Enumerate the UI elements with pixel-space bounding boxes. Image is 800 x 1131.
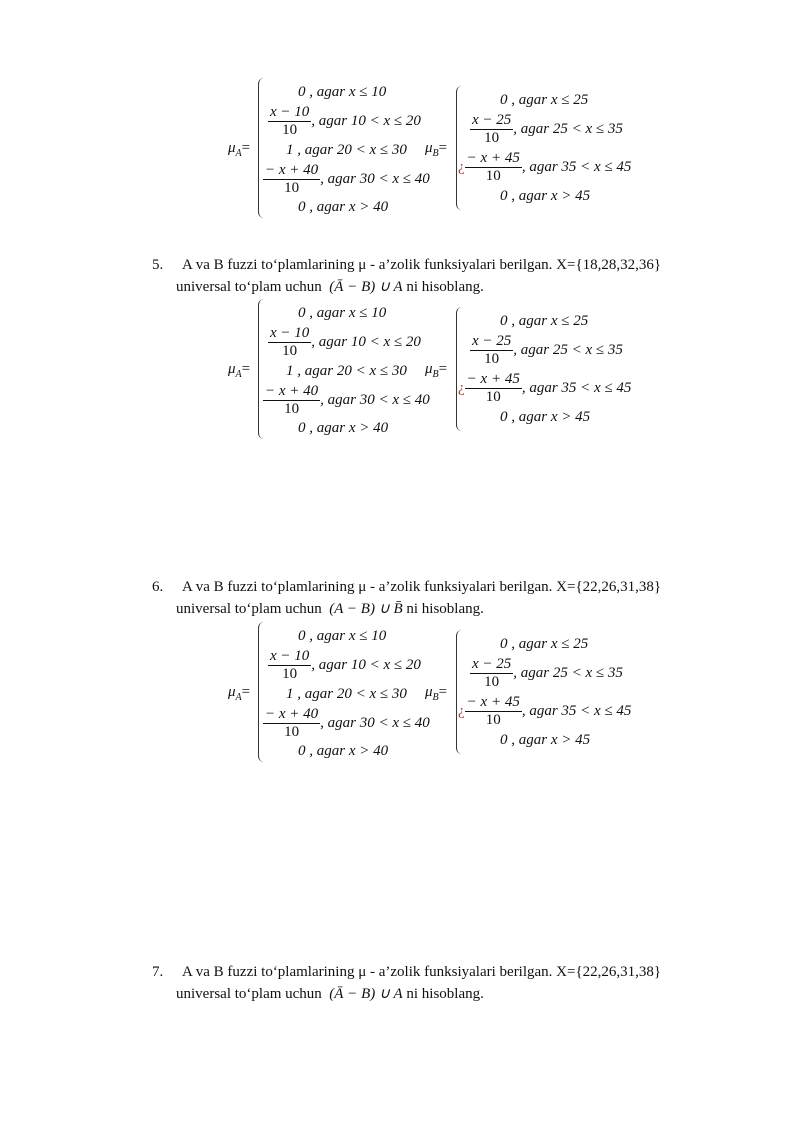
mu-b-brace xyxy=(456,86,463,210)
mu-b-row-1: 0 , agar x ≤ 25 xyxy=(500,636,589,652)
question-6-line-2: universal to‘plam uchun (A − B) ∪ B̄ ni hisoblang. xyxy=(176,601,484,617)
mu-a-row-3: 1 , agar 20 < x ≤ 30 xyxy=(286,686,407,702)
mu-a-row-1: 0 , agar x ≤ 10 xyxy=(298,628,387,644)
question-7-line-2: universal to‘plam uchun (Ā − B) ∪ A ni hisoblang. xyxy=(176,986,484,1002)
mu-a-row-3: 1 , agar 20 < x ≤ 30 xyxy=(286,142,407,158)
mu-b-row-2: $\frac{x - 25}{10}$ , agar 25 < x ≤ 35 xyxy=(472,656,623,690)
mu-a-brace xyxy=(258,78,265,218)
mu-b-row-3: ¿ $\frac{- x + 45}{10}$ , agar 35 < x ≤ 45 xyxy=(458,150,632,184)
mu-b-row-3: ¿ $\frac{- x + 45}{10}$ , agar 35 < x ≤ 45 xyxy=(458,694,632,728)
mu-b-row-4: 0 , agar x > 45 xyxy=(500,732,591,748)
mu-a-brace xyxy=(258,299,265,439)
mu-a-row-4: $\frac{- x + 40}{10}$ , agar 30 < x ≤ 40 xyxy=(265,383,430,417)
formula-block-3 xyxy=(0,616,800,766)
question-5-number: 5. xyxy=(152,257,164,273)
question-6-line-1: A va B fuzzi to‘plamlarining μ - a’zolik funksiyalari berilgan. X={22,26,31,38} xyxy=(182,579,662,595)
formula-block-2 xyxy=(0,293,800,443)
mu-a-row-5: 0 , agar x > 40 xyxy=(298,743,389,759)
question-5-line-1: A va B fuzzi to‘plamlarining μ - a’zolik funksiyalari berilgan. X={18,28,32,36} xyxy=(182,257,662,273)
mu-a-row-1: 0 , agar x ≤ 10 xyxy=(298,305,387,321)
mu-b-row-3: ¿ $\frac{- x + 45}{10}$ , agar 35 < x ≤ 45 xyxy=(458,371,632,405)
mu-b-row-2: $\frac{x - 25}{10}$ , agar 25 < x ≤ 35 xyxy=(472,112,623,146)
mu-a-row-2: $\frac{x - 10}{10}$ , agar 10 < x ≤ 20 xyxy=(270,104,421,138)
question-5-formula: (Ā − B) ∪ A xyxy=(329,279,403,295)
question-5-line-2: universal to‘plam uchun (Ā − B) ∪ A ni hisoblang. xyxy=(176,279,484,295)
question-7-line-1: A va B fuzzi to‘plamlarining μ - a’zolik funksiyalari berilgan. X={22,26,31,38} xyxy=(182,964,662,980)
mu-a-row-3: 1 , agar 20 < x ≤ 30 xyxy=(286,363,407,379)
mu-b-row-2: $\frac{x - 25}{10}$ , agar 25 < x ≤ 35 xyxy=(472,333,623,367)
mu-b-label: $\mu_B=$ xyxy=(425,361,448,380)
question-7-number: 7. xyxy=(152,964,164,980)
mu-b-brace xyxy=(456,630,463,754)
mu-b-brace xyxy=(456,307,463,431)
mu-a-row-2: $\frac{x - 10}{10}$ , agar 10 < x ≤ 20 xyxy=(270,648,421,682)
mu-b-row-1: 0 , agar x ≤ 25 xyxy=(500,92,589,108)
mu-b-row-1: 0 , agar x ≤ 25 xyxy=(500,313,589,329)
mu-b-row-4: 0 , agar x > 45 xyxy=(500,188,591,204)
mu-a-label: $\mu_A=$ xyxy=(228,140,251,159)
mu-b-label: $\mu_B=$ xyxy=(425,684,448,703)
mu-a-brace xyxy=(258,622,265,762)
mu-a-row-5: 0 , agar x > 40 xyxy=(298,199,389,215)
mu-a-row-1: 0 , agar x ≤ 10 xyxy=(298,84,387,100)
mu-a-label: $\mu_A=$ xyxy=(228,684,251,703)
mu-a-label: $\mu_A=$ xyxy=(228,361,251,380)
mu-b-label: $\mu_B=$ xyxy=(425,140,448,159)
mu-a-row-4: $\frac{- x + 40}{10}$ , agar 30 < x ≤ 40 xyxy=(265,706,430,740)
mu-a-row-2: $\frac{x - 10}{10}$ , agar 10 < x ≤ 20 xyxy=(270,325,421,359)
mu-b-row-4: 0 , agar x > 45 xyxy=(500,409,591,425)
question-6-number: 6. xyxy=(152,579,164,595)
mu-a-row-5: 0 , agar x > 40 xyxy=(298,420,389,436)
mu-a-row-4: $\frac{- x + 40}{10}$ , agar 30 < x ≤ 40 xyxy=(265,162,430,196)
question-6-formula: (A − B) ∪ B̄ xyxy=(329,601,403,617)
formula-block-1 xyxy=(0,72,800,222)
question-7-formula: (Ā − B) ∪ A xyxy=(329,986,403,1002)
